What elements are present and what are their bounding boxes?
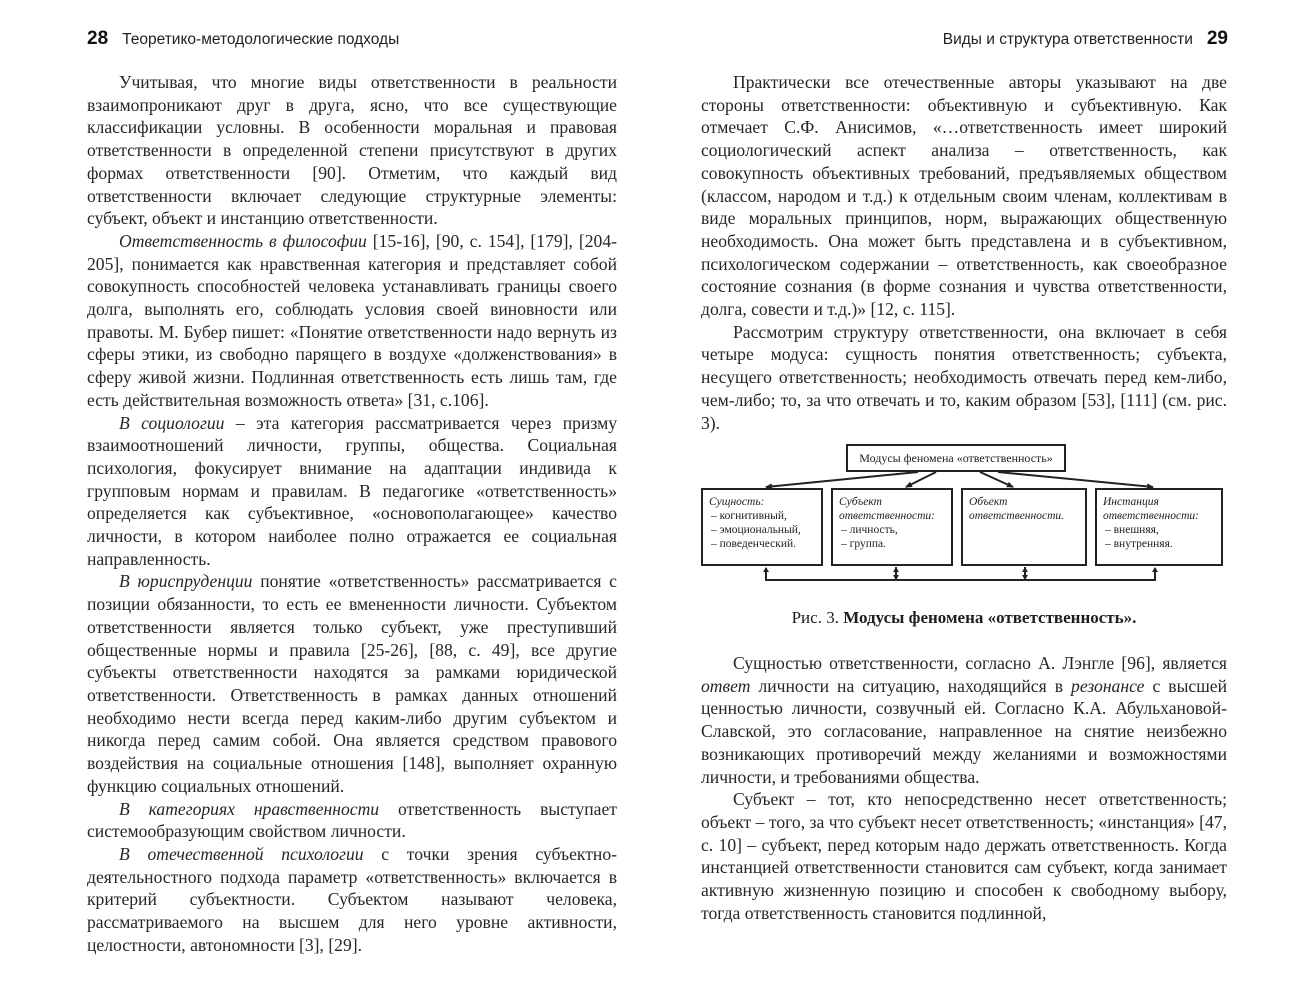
italic-lead: В социологии — [119, 412, 225, 433]
box-heading: Объект ответственности. — [969, 496, 1065, 522]
caption-title: Модусы феномена «ответственность». — [843, 608, 1137, 627]
diagram-box-essence — [701, 488, 823, 566]
box-item: – внутренняя. — [1105, 538, 1173, 550]
diagram-box-subject — [831, 488, 953, 566]
box-item: – группа. — [841, 538, 886, 550]
paragraph — [701, 788, 1227, 924]
italic-lead: В отечественной психологии — [119, 843, 364, 864]
arrow-to-box-1 — [766, 472, 918, 487]
box-heading: Инстанция ответственности: — [1103, 496, 1199, 522]
caption-prefix: Рис. 3. — [791, 608, 844, 627]
paragraph — [87, 412, 617, 571]
running-head-title: Теоретико-методологические подходы — [122, 31, 400, 48]
page-number: 29 — [1206, 28, 1228, 49]
arrow-to-box-4 — [998, 472, 1153, 487]
left-body-text — [87, 71, 617, 956]
right-page — [656, 0, 1312, 1000]
paragraph-text: понятие «ответственность» рассматривается с позиции обязанности, то есть ее вмененности личности. Субъектом ответственности является только субъект, уже преступивший общественные нормы и правила [25-26], [88, с. 49], все другие субъекты ответственности находятся за рамками юридической ответственности. Ответственность в рамках данных отношений необходимо нести всегда перед каким-либо другим субъектом и никогда перед самим собой. Она является средством правового воздействия на социальные отношения [148], выполняет охранную функцию социальных отношений. — [87, 571, 617, 796]
paragraph-text: с точки зрения субъектно-деятельностного подхода параметр «ответственность» включается в критерий субъектности. Субъектом называют человека, рассматриваемого на высшем для него уровне активности, целостности, автономности [3], [29]. — [87, 843, 617, 955]
italic-lead: В категориях нравственности — [119, 798, 380, 819]
paragraph-text: Сущностью ответственности, согласно А. Лэнгле [96], является — [733, 653, 1227, 673]
running-head-left — [87, 28, 399, 50]
italic-term: резонансе — [1071, 675, 1145, 696]
paragraph-text: личности на ситуацию, находящийся в — [750, 675, 1072, 696]
paragraph: Практически все отечественные авторы указывают на две стороны ответственности: объективную и субъективную. Как отмечает С.Ф. Анисимов, «…ответственность имеет широкий социологический аспект анализа – ответственность, как совокупность объективных требований, предъявляемых обществом (классом, народом и т.д.) к отдельным своим членам, коллективам в виде моральных принципов, норм, выражающих общественную необходимость. Она может быть представлена и в субъективном, психологическом содержании – ответственность, как своеобразное состояние сознания (в форме сознания и чувства ответственности, долга, совести и т.д.)» [12, с. 115]. — [701, 72, 1227, 320]
paragraph-text: [15-16], [90, с. 154], [179], [204-205], понимается как нравственная категория и представляет собой совокупность способностей человека устанавливать границы своего долга, выполнять его, соблюдать условия своей виновности или правоты. М. Бубер пишет: «Понятие ответственности надо вернуть из сферы этики, из свободно парящего в воздухе «долженствования» в сферу живой жизни. Подлинная ответственность есть лишь там, где есть действительная возможность ответа» [31, с.106]. — [87, 230, 617, 410]
running-head-right — [943, 28, 1228, 50]
arrow-to-box-3 — [980, 472, 1013, 487]
box-item: – внешняя, — [1105, 524, 1159, 536]
arrow-to-box-2 — [906, 472, 936, 487]
right-body-text — [701, 71, 1227, 434]
italic-lead: Ответственность в философии — [119, 230, 367, 251]
paragraph — [87, 843, 617, 957]
box-heading: Субъект ответственности: — [839, 496, 935, 522]
box-item: – личность, — [841, 524, 898, 536]
paragraph-text: Учитывая, что многие виды ответственности в реальности взаимопроникают друг в друга, ясно, что все существующие классификации условны. В особенности моральная и правовая ответственности в определенной степени присутствуют в других формах ответственности [90]. Отметим, что каждый вид ответственности включает следующие структурные элементы: субъект, объект и инстанцию ответственности. — [87, 72, 617, 229]
paragraph-text: с высшей ценностью личности, созвучный ей. Согласно К.А. Абульхановой-Славской, это согласование, направленное на снятие неизбежно возникающих противоречий между желаниями и возможностями личности, и требованиями общества. — [701, 675, 1227, 787]
box-item: – поведенческий. — [711, 538, 797, 550]
diagram-box-object — [961, 488, 1087, 566]
paragraph — [87, 798, 617, 843]
paragraph — [701, 652, 1227, 788]
diagram-box-instance — [1095, 488, 1223, 566]
right-body-text-after-figure — [701, 652, 1227, 924]
italic-term: ответ — [701, 675, 751, 696]
figure-modes-diagram — [698, 440, 1228, 585]
box-item: – эмоциональный, — [711, 524, 801, 536]
box-heading: Сущность: — [709, 496, 765, 508]
paragraph-text: ответственность выступает системообразующим свойством личности. — [87, 798, 617, 842]
paragraph — [87, 570, 617, 797]
italic-lead: В юриспруденции — [119, 571, 253, 592]
figure-caption — [701, 608, 1227, 628]
paragraph — [87, 230, 617, 412]
running-head-title: Виды и структура ответственности — [942, 31, 1193, 48]
paragraph — [87, 71, 617, 230]
bottom-connector — [766, 568, 1155, 580]
paragraph-text: Субъект – тот, кто непосредственно несет ответственность; объект – того, за что субъект несет ответственность; «инстанция» [47, с. 10] – субъект, перед которым надо держать ответственность. Когда инстанцией ответственности становится сам субъект, когда занимает активную жизненную позицию и способен к свободному выбору, тогда ответственность становится подлинной, — [701, 789, 1227, 923]
paragraph-text: – эта категория рассматривается через призму взаимоотношений личности, группы, общества. Социальная психология, фокусирует внимание на адаптации индивида к групповым нормам и правилам. В педагогике «ответственность» определяется как субъективное, «основополагающее» качество личности, в котором наиболее полно отражается ее социальная направленность. — [87, 412, 618, 569]
diagram-root-box: Модусы феномена «ответственность» — [846, 444, 1066, 472]
page-number: 28 — [87, 28, 109, 49]
box-item: – когнитивный, — [711, 510, 787, 522]
paragraph: Рассмотрим структуру ответственности, она включает в себя четыре модуса: сущность понятия ответственность; субъекта, несущего ответственность; необходимость отвечать перед кем-либо, чем-либо; то, за что отвечать и то, каким образом [53], [111] (см. рис. 3). — [701, 321, 1227, 433]
